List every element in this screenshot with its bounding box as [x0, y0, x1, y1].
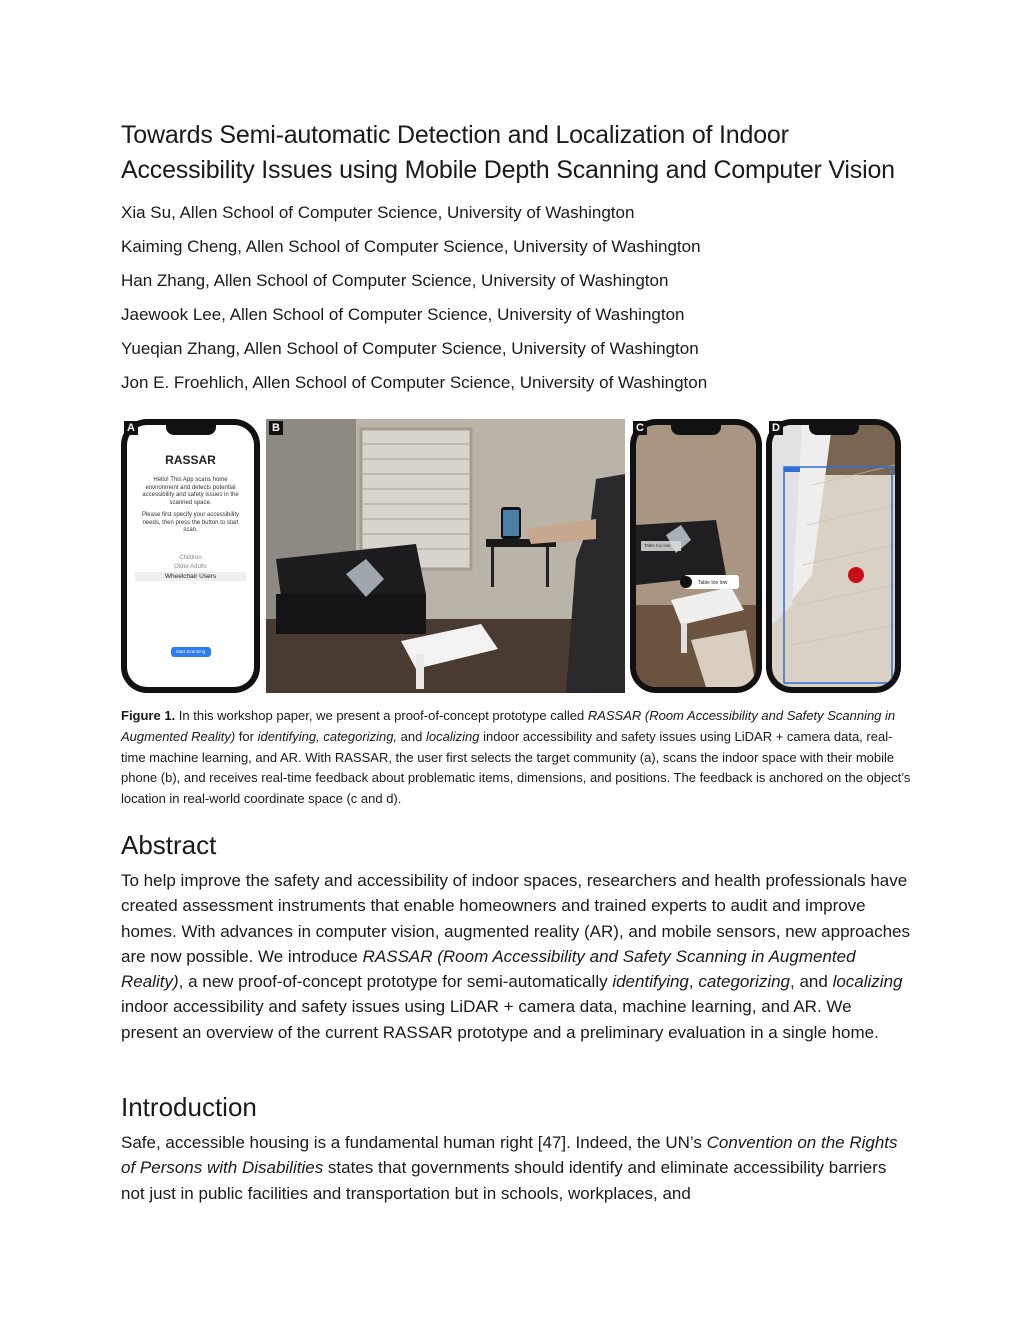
caption-text: for — [235, 728, 258, 744]
panel-label: D — [769, 421, 783, 435]
caption-italic: localizing — [425, 728, 480, 744]
author: Han Zhang, Allen School of Computer Science, University of Washington — [121, 271, 669, 290]
author: Xia Su, Allen School of Computer Science, University of Washington — [121, 203, 635, 222]
app-screen — [127, 425, 254, 687]
caption-label: Figure 1. — [121, 708, 176, 723]
picker-option-selected[interactable]: Wheelchair Users — [135, 572, 246, 581]
figure-1 — [121, 419, 903, 693]
abstract-body — [121, 868, 911, 1045]
phone-notch — [166, 425, 216, 435]
abstract-text: indoor accessibility and safety issues using LiDAR + camera data, machine learning, and AR. We present an overview of the current RASSAR prototype and a preliminary evaluation in a single home. — [121, 997, 879, 1042]
author: Jon E. Froehlich, Allen School of Computer Science, University of Washington — [121, 373, 708, 392]
ar-screen — [772, 425, 895, 687]
ar-screen — [636, 425, 756, 687]
panel-a — [121, 419, 260, 693]
figure-caption — [121, 706, 911, 810]
caption-italic: identifying, categorizing, — [257, 728, 398, 744]
intro-text: states that governments should identify and eliminate accessibility barriers not just in public facilities and transportation but in schools, workplaces, and — [121, 1158, 887, 1203]
author: Kaiming Cheng, Allen School of Computer Science, University of Washington — [121, 237, 701, 256]
ar-label: Table too low — [644, 543, 671, 548]
app-intro: Hello! This App scans home environment and detects potential accessibility and safety issues in the scanned space. — [142, 477, 239, 506]
introduction-body — [121, 1130, 911, 1206]
panel-c — [630, 419, 762, 693]
caption-text: and — [397, 728, 426, 744]
abstract-text: , — [688, 972, 699, 992]
paper-title: Towards Semi-automatic Detection and Localization of Indoor Accessibility Issues using Mobile Depth Scanning and Computer Vision — [121, 121, 895, 184]
author-list — [121, 196, 911, 400]
abstract-italic: localizing — [832, 972, 903, 992]
author: Yueqian Zhang, Allen School of Computer Science, University of Washington — [121, 339, 699, 358]
phone-frame — [121, 419, 260, 693]
abstract-italic: RASSAR (Room Accessibility and Safety Scanning in Augmented Reality) — [121, 946, 856, 992]
ar-scene — [772, 425, 895, 687]
picker-option[interactable]: Older Adults — [174, 564, 207, 570]
intro-text: Safe, accessible housing is a fundamental human right [47]. Indeed, the UN’s — [121, 1133, 707, 1152]
abstract-heading: Abstract — [121, 830, 217, 860]
abstract-text: To help improve the safety and accessibility of indoor spaces, researchers and health professionals have created assessment instruments that enable homeowners and trained experts to audit and improve homes. With advances in computer vision, augmented reality (AR), and mobile sensors, new approaches are now possible. We introduce — [121, 871, 910, 966]
panel-d — [766, 419, 901, 693]
panel-label: B — [269, 421, 283, 435]
abstract-text: , a new proof-of-concept prototype for semi-automatically — [178, 972, 613, 992]
room-scanning-photo — [266, 419, 625, 693]
phone-frame — [630, 419, 762, 693]
panel-label: C — [633, 421, 647, 435]
intro-italic: Convention on the Rights of Persons with Disabilities — [121, 1133, 898, 1178]
paper-header — [121, 118, 911, 400]
picker-option[interactable]: Children — [179, 555, 202, 561]
start-scanning-button[interactable]: Start Scanning — [171, 647, 211, 657]
app-instruction: Please first specify your accessibility needs, then press the button to start scan. — [141, 512, 240, 533]
community-picker[interactable] — [135, 554, 246, 581]
abstract-italic: identifying — [612, 972, 689, 992]
abstract-italic: categorizing — [698, 972, 791, 992]
abstract-text: , and — [790, 972, 833, 992]
panel-label: A — [124, 421, 138, 435]
phone-notch — [809, 425, 859, 435]
phone-frame — [766, 419, 901, 693]
introduction-heading: Introduction — [121, 1092, 257, 1122]
ar-label: Table too low — [698, 580, 728, 586]
author: Jaewook Lee, Allen School of Computer Science, University of Washington — [121, 305, 685, 324]
ar-scene — [636, 425, 756, 687]
caption-text: In this workshop paper, we present a proof-of-concept prototype called — [175, 708, 588, 723]
app-intro-text — [139, 477, 242, 535]
phone-notch — [671, 425, 721, 435]
app-title: RASSAR — [165, 453, 216, 467]
panel-b — [266, 419, 625, 693]
caption-italic: RASSAR (Room Accessibility and Safety Scanning in Augmented Reality) — [121, 708, 896, 744]
caption-text: indoor accessibility and safety issues using LiDAR + camera data, real-time machine learning, and AR. With RASSAR, the user first selects the target community (a), scans the indoor space with their mobile phone (b), and receives real-time feedback about problematic items, dimensions, and positions. The feedback is anchored on the object’s location in real-world coordinate space (c and d). — [121, 728, 911, 807]
